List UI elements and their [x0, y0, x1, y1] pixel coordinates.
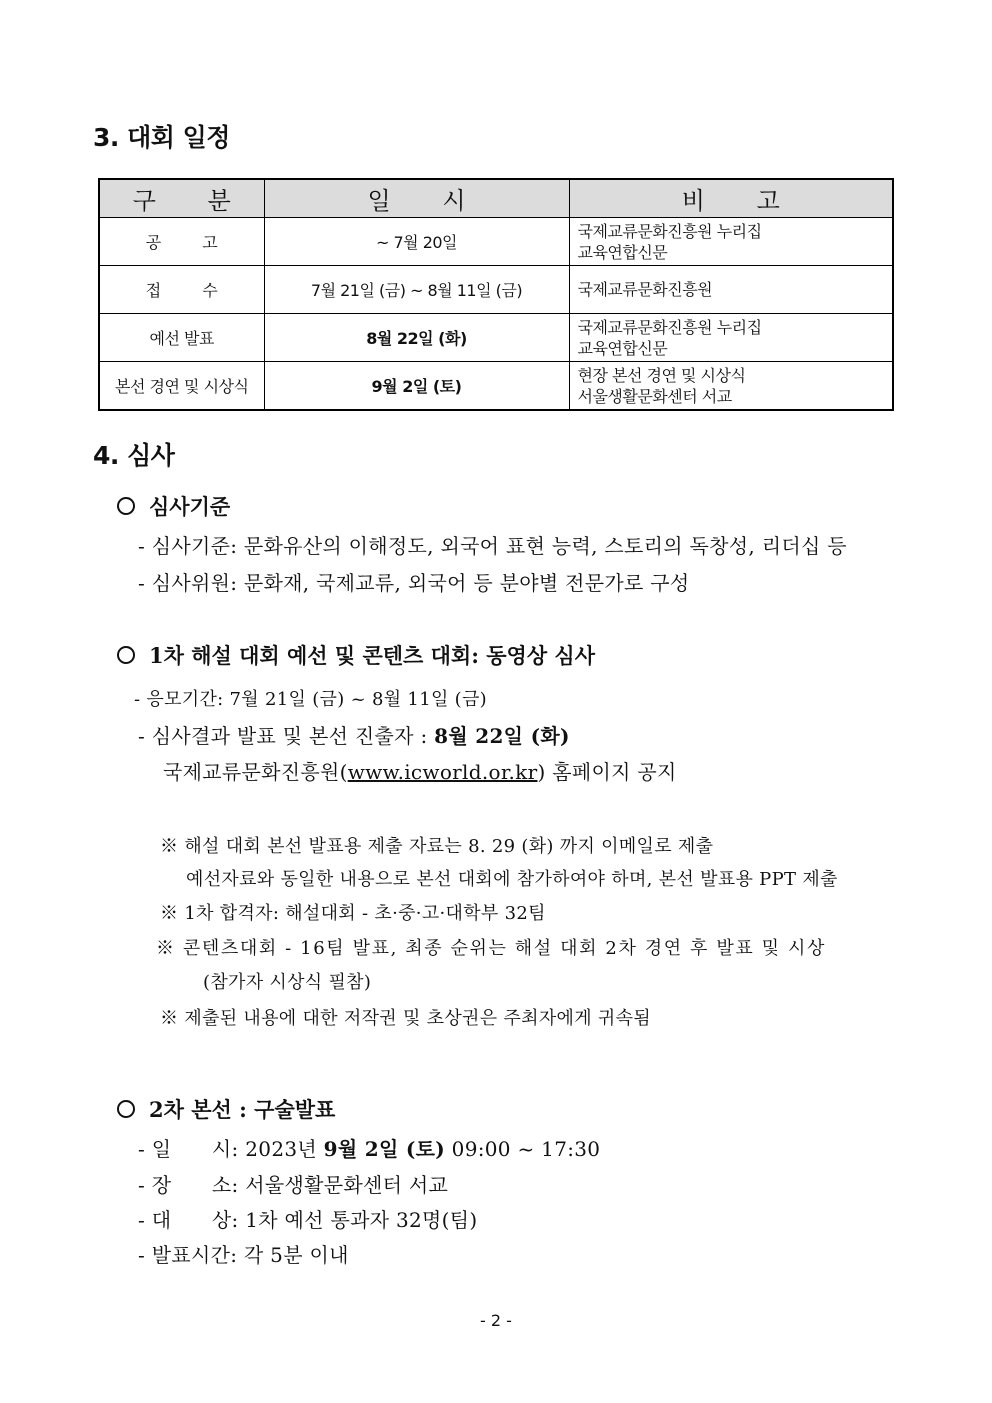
header-date: 일 시	[264, 179, 569, 218]
table-row	[99, 362, 893, 411]
table-row	[99, 218, 893, 266]
circle-bullet-icon	[117, 646, 135, 664]
row-note: 현장 본선 경연 및 시상식 서울생활문화센터 서교	[569, 362, 893, 411]
round2-date: - 일 시: 2023년 9월 2일 (토) 09:00 ~ 17:30	[138, 1137, 601, 1161]
row-note: 국제교류문화진흥원 누리집 교육연합신문	[569, 314, 893, 362]
round1-heading: 1차 해설 대회 예선 및 콘텐츠 대회: 동영상 심사	[117, 640, 595, 670]
table-header-row	[99, 179, 893, 218]
note-item: ※ 제출된 내용에 대한 저작권 및 초상권은 주최자에게 귀속됨	[160, 1008, 651, 1029]
round2-target: - 대 상: 1차 예선 통과자 32명(팀)	[138, 1208, 478, 1232]
round1-notice: 국제교류문화진흥원(www.icworld.or.kr) 홈페이지 공지	[163, 760, 677, 784]
row-date: 9월 2일 (토)	[264, 362, 569, 411]
note-item: ※ 1차 합격자: 해설대회 - 초·중·고·대학부 32팀	[160, 903, 546, 924]
row-category: 공 고	[99, 218, 264, 266]
row-category: 접 수	[99, 266, 264, 314]
round1-period: - 응모기간: 7월 21일 (금) ~ 8월 11일 (금)	[134, 689, 487, 710]
icworld-link[interactable]: www.icworld.or.kr	[347, 760, 538, 784]
round2-time-limit: - 발표시간: 각 5분 이내	[138, 1243, 349, 1267]
criteria-item: - 심사기준: 문화유산의 이해정도, 외국어 표현 능력, 스토리의 독창성, 리더십 등	[138, 534, 847, 558]
section4-title: 4. 심사	[93, 441, 175, 470]
round2-place: - 장 소: 서울생활문화센터 서교	[138, 1173, 449, 1197]
note-item: ※ 해설 대회 본선 발표용 제출 자료는 8. 29 (화) 까지 이메일로 제출	[160, 836, 714, 857]
row-category: 예선 발표	[99, 314, 264, 362]
note-item: (참가자 시상식 필참)	[203, 972, 372, 993]
criteria-item: - 심사위원: 문화재, 국제교류, 외국어 등 분야별 전문가로 구성	[138, 571, 690, 595]
row-category: 본선 경연 및 시상식	[99, 362, 264, 411]
row-date: 8월 22일 (화)	[264, 314, 569, 362]
page-number: - 2 -	[480, 1311, 512, 1330]
schedule-table	[98, 178, 894, 411]
round1-result-date: 8월 22일 (화)	[434, 724, 570, 748]
criteria-heading: 심사기준	[117, 491, 230, 521]
round1-result: - 심사결과 발표 및 본선 진출자 : 8월 22일 (화)	[138, 724, 570, 748]
row-note: 국제교류문화진흥원	[569, 266, 893, 314]
table-row	[99, 266, 893, 314]
header-category: 구 분	[99, 179, 264, 218]
row-note: 국제교류문화진흥원 누리집 교육연합신문	[569, 218, 893, 266]
circle-bullet-icon	[117, 1100, 135, 1118]
header-note: 비 고	[569, 179, 893, 218]
circle-bullet-icon	[117, 497, 135, 515]
note-item: 예선자료와 동일한 내용으로 본선 대회에 참가하여야 하며, 본선 발표용 PPT 제출	[186, 869, 838, 890]
note-item: ※ 콘텐츠대회 - 16팀 발표, 최종 순위는 해설 대회 2차 경연 후 발표 및 시상	[156, 938, 826, 959]
section3-title: 3. 대회 일정	[93, 123, 230, 152]
round2-heading: 2차 본선 : 구술발표	[117, 1094, 335, 1124]
row-date: ~ 7월 20일	[264, 218, 569, 266]
table-row	[99, 314, 893, 362]
row-date: 7월 21일 (금) ~ 8월 11일 (금)	[264, 266, 569, 314]
